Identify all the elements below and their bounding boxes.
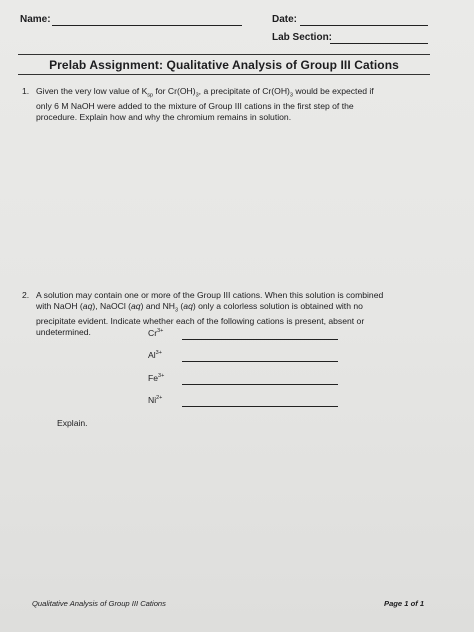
q1-line-3: procedure. Explain how and why the chromium remains in solution. bbox=[36, 111, 292, 122]
page-title: Prelab Assignment: Qualitative Analysis of Group III Cations bbox=[49, 58, 399, 72]
fe-answer-line[interactable] bbox=[182, 384, 338, 385]
cation-ni: $Ni^{2+}$ bbox=[148, 395, 163, 405]
q1-line-2: only 6 M NaOH were added to the mixture of Group III cations in the first step of the bbox=[36, 101, 354, 112]
date-line bbox=[300, 25, 428, 26]
al-answer-line[interactable] bbox=[182, 361, 338, 362]
q1-line-1: Given the very low value of $K_{sp}$ for $Cr(OH)_3$, a precipitate of $Cr(OH)_3$ would be expected if bbox=[36, 86, 374, 99]
q2-line-4: undetermined. bbox=[36, 326, 91, 337]
footer-course-title: Qualitative Analysis of Group III Cations bbox=[32, 599, 166, 608]
cation-fe: $Fe^{3+}$ bbox=[148, 373, 165, 383]
lab-section-line bbox=[330, 43, 428, 44]
question-1 bbox=[36, 86, 436, 123]
name-line bbox=[52, 25, 242, 26]
q2-line-3: precipitate evident. Indicate whether each of the following cations is present, absent or bbox=[36, 315, 365, 326]
ni-answer-line[interactable] bbox=[182, 406, 338, 407]
explain-label: Explain. bbox=[57, 418, 88, 428]
name-label: Name: bbox=[20, 14, 51, 25]
q2-line-2: with NaOH (aq), NaOCl (aq) and $NH_3$ (aq) only a colorless solution is obtained with no bbox=[36, 300, 363, 314]
cation-al: $Al^{3+}$ bbox=[148, 350, 162, 360]
title-rule-top bbox=[18, 54, 430, 55]
q1-number: 1. bbox=[22, 86, 30, 96]
footer-page-number: Page 1 of 1 bbox=[384, 599, 425, 608]
lab-section-label: Lab Section: bbox=[272, 32, 333, 43]
q2-line-1: A solution may contain one or more of the Group III cations. When this solution is combined bbox=[36, 290, 384, 300]
date-label: Date: bbox=[272, 14, 298, 25]
title-rule-bottom bbox=[18, 74, 430, 75]
question-2 bbox=[36, 290, 446, 337]
cation-cr: $Cr^{3+}$ bbox=[148, 328, 164, 338]
cr-answer-line[interactable] bbox=[182, 339, 338, 340]
q2-number: 2. bbox=[22, 290, 30, 300]
